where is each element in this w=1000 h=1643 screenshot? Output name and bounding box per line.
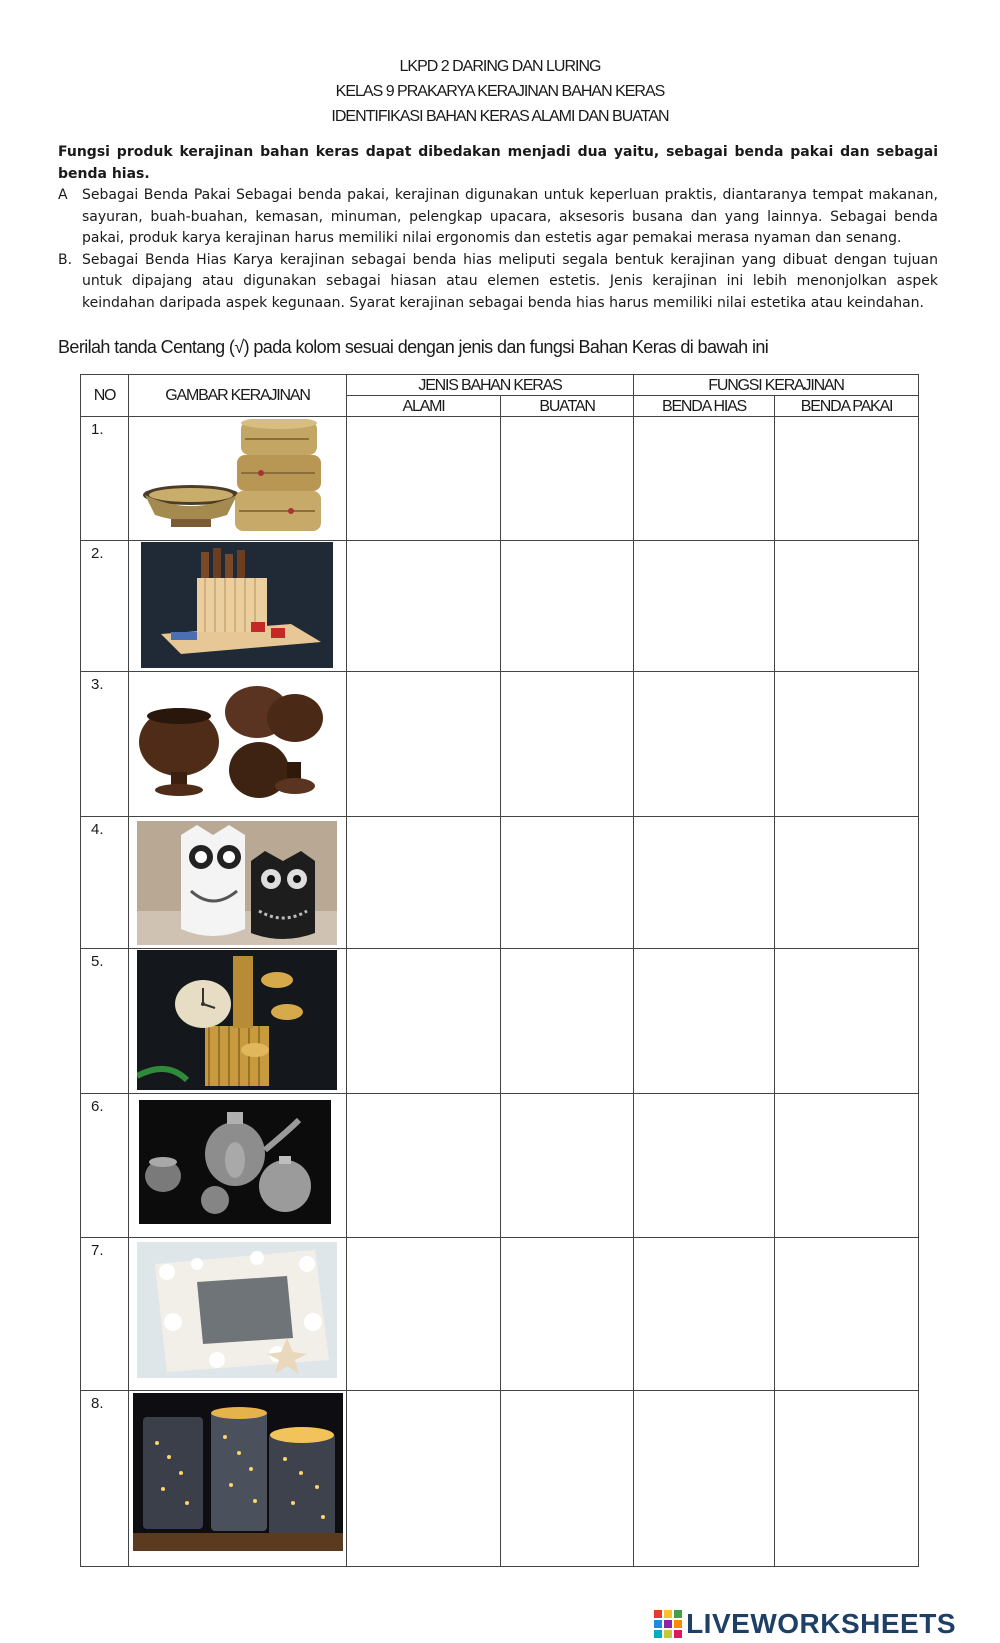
logo-square (674, 1620, 682, 1628)
cell-benda-pakai[interactable] (775, 1391, 919, 1567)
row-number: 3. (81, 672, 129, 817)
header-buatan: BUATAN (501, 396, 634, 417)
silver-tea-set-image (139, 1100, 331, 1224)
image-cell (129, 417, 347, 541)
cell-buatan[interactable] (501, 1391, 634, 1567)
header-gambar: GAMBAR KERAJINAN (129, 375, 347, 417)
cell-benda-hias[interactable] (634, 1391, 775, 1567)
row-number: 6. (81, 1094, 129, 1238)
logo-square (674, 1630, 682, 1638)
row-number: 1. (81, 417, 129, 541)
cell-alami[interactable] (347, 949, 501, 1094)
image-cell (129, 949, 347, 1094)
row-number: 4. (81, 817, 129, 949)
cell-benda-hias[interactable] (634, 541, 775, 672)
item-b-text: Sebagai Benda Hias Karya kerajinan sebagai benda hias meliputi segala bentuk kerajinan yang dibuat dengan tujuan untuk dipajang atau digunakan sebagai hiasan atau elemen estetis. Jenis kerajinan ini lebih menonjolkan aspek keindahan daripada aspek kegunaan. Syarat kerajinan sebagai benda hias harus memiliki nilai estetika atau keindahan. (82, 251, 938, 311)
header-line-3: IDENTIFIKASI BAHAN KERAS ALAMI DAN BUATAN (331, 108, 669, 125)
cell-buatan[interactable] (501, 417, 634, 541)
image-cell (129, 1094, 347, 1238)
cell-benda-hias[interactable] (634, 949, 775, 1094)
header-benda-pakai: BENDA PAKAI (775, 396, 919, 417)
table-row (81, 1238, 919, 1391)
cell-alami[interactable] (347, 672, 501, 817)
cell-buatan[interactable] (501, 1238, 634, 1391)
header-alami: ALAMI (347, 396, 501, 417)
row-number: 7. (81, 1238, 129, 1391)
bottle-owl-image (137, 821, 337, 945)
logo-grid-icon (654, 1610, 682, 1638)
intro-item-b (58, 250, 938, 315)
table-row (81, 417, 919, 541)
item-a-marker: A (58, 187, 68, 203)
header-jenis-bahan: JENIS BAHAN KERAS (347, 375, 634, 396)
cell-alami[interactable] (347, 817, 501, 949)
cell-benda-hias[interactable] (634, 417, 775, 541)
cell-alami[interactable] (347, 417, 501, 541)
cell-alami[interactable] (347, 1094, 501, 1238)
brand-name: LIVEWORKSHEETS (686, 1608, 956, 1639)
item-b-marker: B. (58, 251, 73, 268)
intro-text (58, 142, 938, 314)
cell-benda-pakai[interactable] (775, 1238, 919, 1391)
cell-alami[interactable] (347, 1391, 501, 1567)
stick-pen-holder-image (141, 542, 333, 668)
instruction-text: Berilah tanda Centang (√) pada kolom sesuai dengan jenis dan fungsi Bahan Keras di bawah ini (58, 337, 769, 357)
seashell-frame-image (137, 1242, 337, 1378)
header-line-2: KELAS 9 PRAKARYA KERAJINAN BAHAN KERAS (335, 83, 665, 100)
row-number: 8. (81, 1391, 129, 1567)
table-row (81, 1391, 919, 1567)
worksheet-header (0, 54, 1000, 129)
logo-square (654, 1620, 662, 1628)
cell-buatan[interactable] (501, 949, 634, 1094)
image-cell (129, 817, 347, 949)
header-benda-hias: BENDA HIAS (634, 396, 775, 417)
header-no: NO (81, 375, 129, 417)
table-row (81, 541, 919, 672)
logo-square (654, 1610, 662, 1618)
woven-basket-image (141, 419, 321, 537)
cell-buatan[interactable] (501, 1094, 634, 1238)
image-cell (129, 1391, 347, 1567)
cell-alami[interactable] (347, 541, 501, 672)
row-number: 5. (81, 949, 129, 1094)
row-number: 2. (81, 541, 129, 672)
header-line-1: LKPD 2 DARING DAN LURING (399, 58, 601, 75)
cell-benda-pakai[interactable] (775, 1094, 919, 1238)
table-row (81, 949, 919, 1094)
bamboo-clock-image (137, 950, 337, 1090)
cell-benda-pakai[interactable] (775, 672, 919, 817)
cell-benda-pakai[interactable] (775, 817, 919, 949)
table-row (81, 817, 919, 949)
logo-square (664, 1610, 672, 1618)
header-fungsi: FUNGSI KERAJINAN (634, 375, 919, 396)
cell-benda-hias[interactable] (634, 817, 775, 949)
cell-benda-pakai[interactable] (775, 417, 919, 541)
logo-square (654, 1630, 662, 1638)
item-a-text: Sebagai Benda Pakai Sebagai benda pakai, kerajinan digunakan untuk keperluan praktis, diantaranya tempat makanan, sayuran, buah-buahan, kemasan, minuman, pelengkap upacara, aksesoris busana dan yang lainnya. Sebagai benda pakai, produk karya kerajinan harus memiliki nilai ergonomis dan estetis agar pemakai merasa nyaman dan senang. (82, 187, 938, 246)
cell-benda-hias[interactable] (634, 1094, 775, 1238)
cell-benda-pakai[interactable] (775, 541, 919, 672)
intro-item-a (58, 185, 938, 250)
cell-benda-pakai[interactable] (775, 949, 919, 1094)
table-row (81, 1094, 919, 1238)
cell-benda-hias[interactable] (634, 1238, 775, 1391)
logo-square (664, 1620, 672, 1628)
cell-alami[interactable] (347, 1238, 501, 1391)
logo-square (664, 1630, 672, 1638)
cell-buatan[interactable] (501, 541, 634, 672)
logo-square (674, 1610, 682, 1618)
cell-buatan[interactable] (501, 817, 634, 949)
tin-can-lantern-image (133, 1393, 343, 1551)
image-cell (129, 672, 347, 817)
liveworksheets-logo (654, 1608, 956, 1640)
image-cell (129, 541, 347, 672)
cell-buatan[interactable] (501, 672, 634, 817)
table-row (81, 672, 919, 817)
intro-lead: Fungsi produk kerajinan bahan keras dapat dibedakan menjadi dua yaitu, sebagai benda pakai dan sebagai benda hias. (58, 144, 938, 182)
cell-benda-hias[interactable] (634, 672, 775, 817)
coconut-shell-cups-image (137, 676, 325, 813)
image-cell (129, 1238, 347, 1391)
answer-table (80, 374, 919, 1567)
